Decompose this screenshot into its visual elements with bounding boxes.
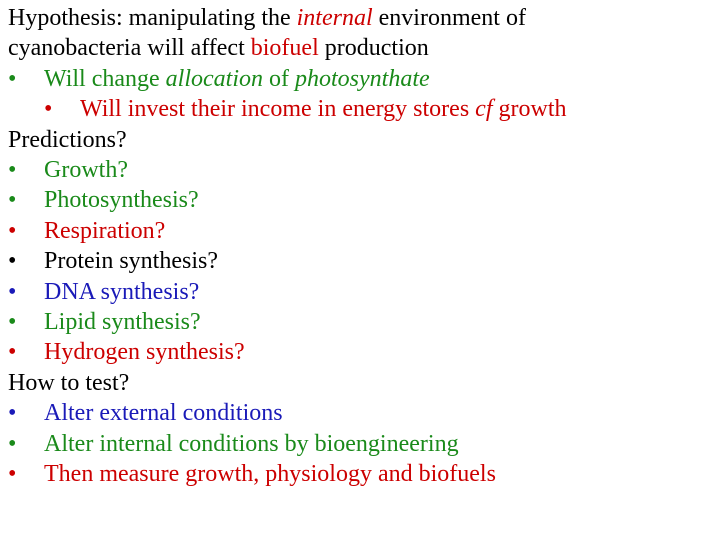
- prediction-item: [8, 185, 714, 215]
- hypothesis-prefix: Hypothesis: manipulating the: [8, 5, 297, 31]
- hypothesis-line-1: [8, 3, 714, 33]
- bullet-icon: •: [8, 65, 17, 92]
- bullet-icon: •: [8, 461, 17, 488]
- bullet-text-of: of: [262, 65, 295, 92]
- hypothesis-line2-a: cyanobacteria will affect: [8, 35, 251, 62]
- prediction-item: [8, 246, 714, 276]
- test-text: Then measure growth, physiology and biofuels: [44, 461, 496, 488]
- prediction-item: [8, 216, 714, 246]
- hypothesis-bullet: [8, 64, 714, 94]
- prediction-item: [8, 337, 714, 367]
- prediction-text: Hydrogen synthesis?: [44, 339, 245, 366]
- prediction-text: Photosynthesis?: [44, 187, 199, 214]
- bullet-icon: •: [8, 400, 17, 427]
- bullet-icon: •: [8, 217, 17, 244]
- prediction-text: Growth?: [44, 157, 128, 184]
- slide-content: [8, 3, 714, 490]
- sub-bullet-text-b: growth: [492, 96, 567, 123]
- prediction-text: Protein synthesis?: [44, 248, 218, 275]
- prediction-text: DNA synthesis?: [44, 278, 200, 305]
- keyword-cf: cf: [475, 96, 493, 123]
- bullet-icon: •: [8, 430, 17, 457]
- predictions-heading: Predictions?: [8, 126, 127, 153]
- prediction-text: Respiration?: [44, 217, 166, 244]
- test-item: [8, 398, 714, 428]
- test-text: Alter internal conditions by bioengineering: [44, 430, 459, 457]
- hypothesis-sub-bullet: [8, 94, 714, 124]
- hypothesis-middle: environment of: [372, 5, 526, 31]
- keyword-photosynthate: photosynthate: [294, 65, 430, 92]
- bullet-text-a: Will change: [44, 65, 166, 92]
- sub-bullet-text-a: Will invest their income in energy stores: [80, 96, 476, 123]
- keyword-allocation: allocation: [165, 65, 263, 92]
- bullet-icon: •: [44, 96, 53, 123]
- prediction-item: [8, 155, 714, 185]
- test-text: Alter external conditions: [44, 400, 283, 427]
- bullet-icon: •: [8, 309, 17, 336]
- bullet-icon: •: [8, 248, 17, 275]
- test-item: [8, 429, 714, 459]
- prediction-text: Lipid synthesis?: [44, 309, 201, 336]
- keyword-internal: internal: [296, 5, 373, 31]
- test-heading: How to test?: [8, 369, 130, 396]
- prediction-item: [8, 277, 714, 307]
- hypothesis-line-2: [8, 33, 714, 63]
- hypothesis-line2-b: production: [318, 35, 429, 62]
- keyword-biofuel: biofuel: [250, 35, 319, 62]
- bullet-icon: •: [8, 157, 17, 184]
- prediction-item: [8, 307, 714, 337]
- bullet-icon: •: [8, 187, 17, 214]
- bullet-icon: •: [8, 339, 17, 366]
- bullet-icon: •: [8, 278, 17, 305]
- test-item: [8, 459, 714, 489]
